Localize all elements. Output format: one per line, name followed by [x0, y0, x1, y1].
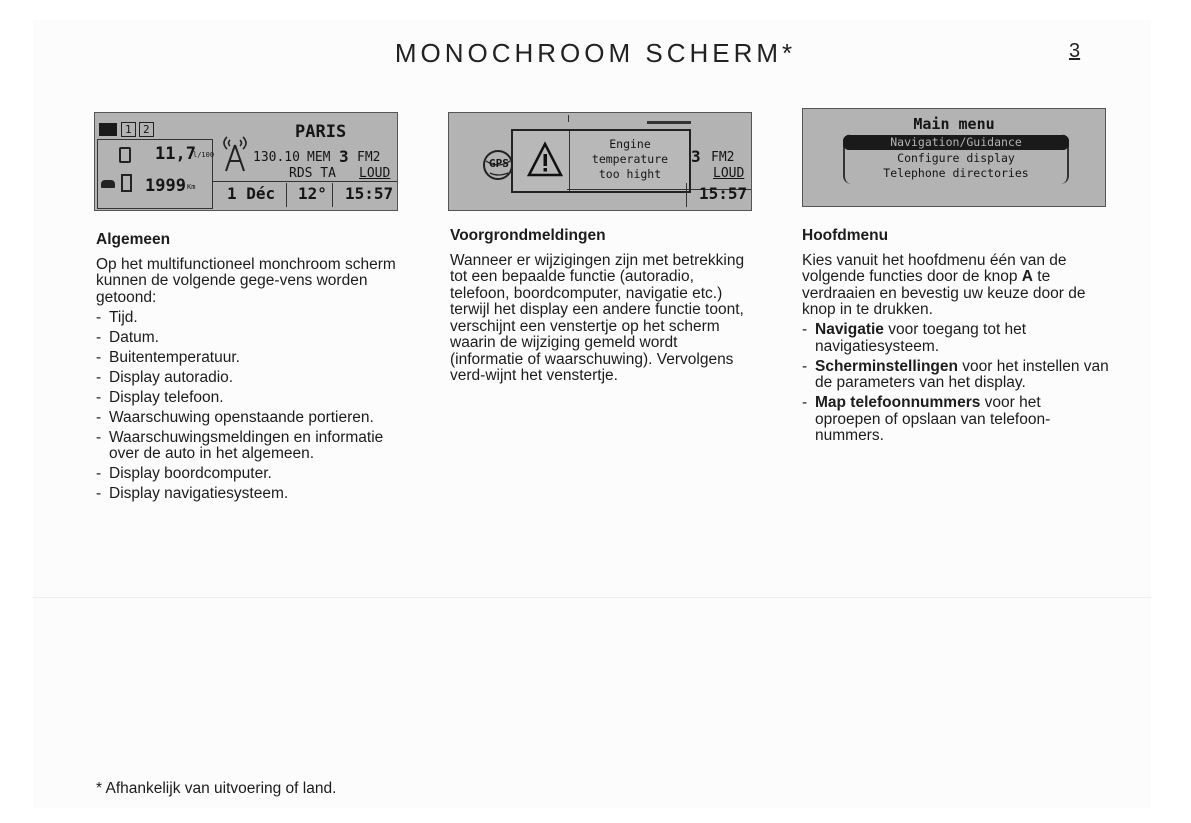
list-item: - Waarschuwingsmeldingen en informatie over de auto in het algemeen.: [96, 428, 384, 462]
loud-label: LOUD: [359, 166, 391, 181]
frequency-value: 130.10: [253, 150, 300, 165]
strip-divider-2: [332, 183, 333, 207]
car-icon: [101, 180, 115, 188]
lcd-alert-display: [448, 112, 752, 211]
fuel-gauge-icon: [121, 174, 132, 192]
station-name: PARIS: [295, 122, 347, 142]
menu-item-configure-display[interactable]: Configure display: [897, 151, 1015, 165]
display-mode-icon: [99, 123, 117, 136]
tab-1: 1: [121, 122, 136, 137]
top-tick: [568, 115, 569, 122]
section-foreground: [450, 228, 752, 385]
list-item: - Navigatie voor toegang tot het navigatiesysteem.: [802, 321, 1027, 355]
section-general: [96, 232, 400, 503]
list-item: - Tijd.: [96, 308, 138, 326]
alert-line-3: too hight: [598, 167, 662, 181]
top-tick-2: [647, 121, 691, 124]
menu-title: Main menu: [913, 115, 995, 133]
consumption-value: 11,7: [155, 144, 196, 164]
loud-label: LOUD: [713, 166, 745, 181]
strip-divider: [686, 183, 687, 207]
list-item: - Scherminstellingen voor het instellen van de parameters van het display.: [802, 357, 1109, 391]
tab-strip: [99, 123, 155, 137]
lcd-general-display: [94, 112, 398, 211]
list-item: - Datum.: [96, 328, 159, 346]
list-item: - Buitentemperatuur.: [96, 348, 240, 366]
list-item: - Display autoradio.: [96, 368, 234, 386]
section-heading: Hoofdmenu: [802, 227, 889, 244]
section-text: Wanneer er wijzigingen zijn met betrekking tot een bepaalde functie (autoradio, telefoon, boordcomputer, navigatie etc.) terwijl het display een andere functie toont, verschijnt een venstertje op het scherm waarin de wijziging gemeld wordt (informatie of waarschuwing). Vervolgens verd-wijnt het venstertje.: [450, 251, 745, 384]
section-intro: Op het multifunctioneel monchroom scherm kunnen de volgende gege-vens worden getoond:: [96, 255, 396, 306]
section-intro: Kies vanuit het hoofdmenu één van de volgende functies door de knop A te verdraaien en bevestig uw keuze door de knop in te drukken.: [802, 251, 1086, 318]
warning-triangle-icon: [527, 141, 563, 179]
band-label: FM2: [711, 150, 735, 165]
band-label: FM2: [357, 150, 381, 165]
list-item: - Display telefoon.: [96, 388, 224, 406]
gps-label: GPS: [489, 157, 509, 170]
section-heading: Voorgrondmeldingen: [450, 227, 606, 244]
range-unit: Km: [187, 183, 196, 191]
alert-popup: [511, 129, 691, 193]
range-value: 1999: [145, 176, 186, 196]
lcd-menu-display: [802, 108, 1106, 207]
list-item: - Map telefoonnummers voor het oproepen of opslaan van telefoon-nummers.: [802, 394, 1051, 444]
list-item: - Display navigatiesysteem.: [96, 485, 289, 502]
page-divider: [33, 597, 1151, 598]
memory-number: 3: [339, 147, 349, 166]
list-item: - Display boordcomputer.: [96, 465, 272, 482]
strip-divider-1: [286, 183, 287, 207]
footnote: * Afhankelijk van uitvoering of land.: [96, 780, 337, 797]
temperature-value: 12°: [298, 184, 327, 203]
page-title: MONOCHROOM SCHERM*: [394, 38, 797, 68]
antenna-icon: [219, 131, 251, 175]
memory-label: MEM: [307, 150, 331, 165]
popup-divider: [569, 131, 570, 191]
tab-2: 2: [139, 122, 154, 137]
consumption-unit: l/100: [193, 151, 215, 159]
list-item: - Waarschuwing openstaande portieren.: [96, 408, 374, 426]
clock-value: 15:57: [699, 184, 748, 203]
rds-ta-label: RDS TA: [289, 166, 336, 181]
page-number: 3: [1069, 40, 1081, 62]
date-value: 1 Déc: [227, 184, 276, 203]
clock-value: 15:57: [345, 184, 394, 203]
section-mainmenu: [802, 228, 1110, 445]
alert-line-2: temperature: [591, 152, 669, 166]
knob-key: A: [1021, 268, 1033, 285]
menu-item-navigation[interactable]: [843, 135, 1069, 150]
alert-message: [571, 137, 689, 182]
menu-item-label: Navigation/Guidance: [890, 135, 1022, 149]
fuel-pump-icon: [119, 147, 131, 163]
section-heading: Algemeen: [96, 231, 171, 248]
memory-number: 3: [691, 147, 701, 166]
alert-line-1: Engine: [609, 137, 651, 151]
general-list: [96, 310, 400, 503]
mainmenu-list: [802, 322, 1110, 445]
menu-item-telephone-directories[interactable]: Telephone directories: [883, 166, 1029, 180]
